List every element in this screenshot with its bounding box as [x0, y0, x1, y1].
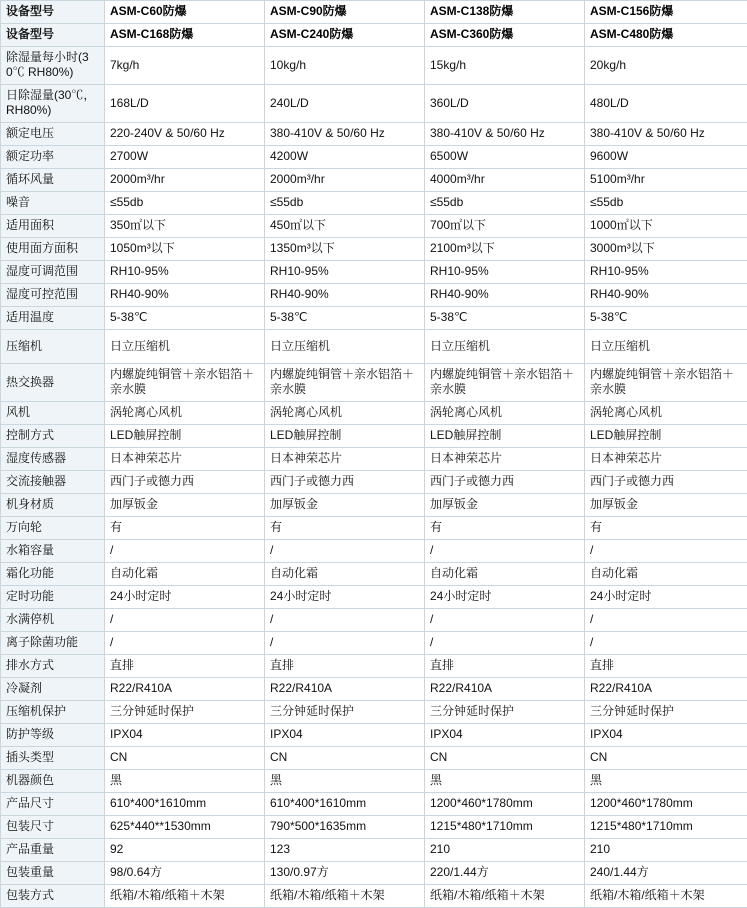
table-row: [1, 448, 747, 471]
spec-value-cell: ≤55db: [105, 192, 265, 215]
spec-value-cell: /: [425, 540, 585, 563]
spec-value-cell: 4200W: [265, 146, 425, 169]
spec-value-cell: 三分钟延时保护: [585, 701, 747, 724]
spec-value-cell: 10kg/h: [265, 47, 425, 85]
spec-value-cell: 内螺旋纯铜管＋亲水铝箔＋亲水膜: [105, 364, 265, 402]
spec-value-cell: 1215*480*1710mm: [585, 816, 747, 839]
table-row: [1, 364, 747, 402]
table-row: [1, 123, 747, 146]
table-row: [1, 307, 747, 330]
row-label: 产品重量: [1, 839, 105, 862]
row-label: 湿度可控范围: [1, 284, 105, 307]
spec-value-cell: 7kg/h: [105, 47, 265, 85]
spec-value-cell: IPX04: [105, 724, 265, 747]
model-name-cell: ASM-C240防爆: [265, 24, 425, 47]
row-label: 压缩机保护: [1, 701, 105, 724]
spec-value-cell: 西门子或德力西: [265, 471, 425, 494]
spec-value-cell: 15kg/h: [425, 47, 585, 85]
spec-value-cell: 24小时定时: [105, 586, 265, 609]
spec-value-cell: 西门子或德力西: [105, 471, 265, 494]
spec-value-cell: 1050m³以下: [105, 238, 265, 261]
spec-value-cell: 黑: [425, 770, 585, 793]
spec-value-cell: 西门子或德力西: [425, 471, 585, 494]
table-row: [1, 1, 747, 24]
row-label: 交流接触器: [1, 471, 105, 494]
spec-value-cell: 380-410V & 50/60 Hz: [425, 123, 585, 146]
spec-value-cell: /: [585, 632, 747, 655]
spec-value-cell: 自动化霜: [425, 563, 585, 586]
spec-value-cell: 1000㎡以下: [585, 215, 747, 238]
spec-value-cell: 2100m³以下: [425, 238, 585, 261]
table-row: [1, 678, 747, 701]
spec-value-cell: 98/0.64方: [105, 862, 265, 885]
spec-value-cell: 日立压缩机: [585, 330, 747, 364]
spec-value-cell: 2000m³/hr: [105, 169, 265, 192]
spec-value-cell: 纸箱/木箱/纸箱＋木架: [265, 885, 425, 908]
spec-value-cell: R22/R410A: [265, 678, 425, 701]
row-label: 适用温度: [1, 307, 105, 330]
table-row: [1, 586, 747, 609]
row-label: 日除湿量(30℃，RH80%): [1, 85, 105, 123]
spec-value-cell: 黑: [105, 770, 265, 793]
table-row: [1, 793, 747, 816]
spec-value-cell: R22/R410A: [105, 678, 265, 701]
spec-value-cell: 日立压缩机: [105, 330, 265, 364]
model-name-cell: ASM-C360防爆: [425, 24, 585, 47]
spec-value-cell: RH40-90%: [265, 284, 425, 307]
spec-value-cell: /: [265, 540, 425, 563]
spec-value-cell: 790*500*1635mm: [265, 816, 425, 839]
spec-value-cell: RH10-95%: [425, 261, 585, 284]
spec-value-cell: 涡轮离心风机: [265, 402, 425, 425]
row-label: 压缩机: [1, 330, 105, 364]
spec-value-cell: RH10-95%: [105, 261, 265, 284]
spec-value-cell: /: [105, 609, 265, 632]
spec-value-cell: 自动化霜: [105, 563, 265, 586]
model-name-cell: ASM-C60防爆: [105, 1, 265, 24]
spec-value-cell: 610*400*1610mm: [105, 793, 265, 816]
spec-value-cell: 加厚钣金: [585, 494, 747, 517]
row-label: 水箱容量: [1, 540, 105, 563]
spec-value-cell: 130/0.97方: [265, 862, 425, 885]
spec-value-cell: 24小时定时: [425, 586, 585, 609]
spec-value-cell: 加厚钣金: [425, 494, 585, 517]
spec-value-cell: 直排: [105, 655, 265, 678]
table-row: [1, 425, 747, 448]
table-row: [1, 724, 747, 747]
row-label: 万向轮: [1, 517, 105, 540]
row-label: 除湿量每小时(30℃ RH80%): [1, 47, 105, 85]
row-label: 湿度传感器: [1, 448, 105, 471]
row-label: 霜化功能: [1, 563, 105, 586]
specification-table-body: [1, 1, 747, 908]
spec-value-cell: /: [425, 609, 585, 632]
spec-value-cell: RH40-90%: [585, 284, 747, 307]
table-row: [1, 330, 747, 364]
spec-value-cell: 5100m³/hr: [585, 169, 747, 192]
row-label: 设备型号: [1, 24, 105, 47]
spec-value-cell: 涡轮离心风机: [585, 402, 747, 425]
table-row: [1, 563, 747, 586]
spec-value-cell: R22/R410A: [585, 678, 747, 701]
spec-value-cell: 123: [265, 839, 425, 862]
table-row: [1, 609, 747, 632]
spec-value-cell: 350㎡以下: [105, 215, 265, 238]
spec-value-cell: 4000m³/hr: [425, 169, 585, 192]
spec-value-cell: 直排: [425, 655, 585, 678]
row-label: 设备型号: [1, 1, 105, 24]
spec-value-cell: 直排: [585, 655, 747, 678]
row-label: 包装重量: [1, 862, 105, 885]
table-row: [1, 494, 747, 517]
spec-value-cell: 涡轮离心风机: [105, 402, 265, 425]
spec-value-cell: RH10-95%: [585, 261, 747, 284]
spec-value-cell: 6500W: [425, 146, 585, 169]
spec-value-cell: 黑: [265, 770, 425, 793]
spec-value-cell: 2700W: [105, 146, 265, 169]
row-label: 排水方式: [1, 655, 105, 678]
spec-value-cell: 20kg/h: [585, 47, 747, 85]
spec-value-cell: /: [265, 609, 425, 632]
table-row: [1, 402, 747, 425]
spec-value-cell: 700㎡以下: [425, 215, 585, 238]
spec-value-cell: LED触屏控制: [265, 425, 425, 448]
spec-value-cell: /: [105, 540, 265, 563]
table-row: [1, 540, 747, 563]
spec-value-cell: 三分钟延时保护: [105, 701, 265, 724]
spec-value-cell: 直排: [265, 655, 425, 678]
spec-value-cell: 5-38℃: [425, 307, 585, 330]
row-label: 包装尺寸: [1, 816, 105, 839]
row-label: 适用面积: [1, 215, 105, 238]
spec-value-cell: 有: [105, 517, 265, 540]
spec-value-cell: 黑: [585, 770, 747, 793]
spec-value-cell: /: [105, 632, 265, 655]
spec-value-cell: 1200*460*1780mm: [425, 793, 585, 816]
spec-value-cell: 210: [425, 839, 585, 862]
spec-value-cell: 9600W: [585, 146, 747, 169]
spec-value-cell: 220/1.44方: [425, 862, 585, 885]
spec-value-cell: 纸箱/木箱/纸箱＋木架: [105, 885, 265, 908]
spec-value-cell: 有: [265, 517, 425, 540]
spec-value-cell: 380-410V & 50/60 Hz: [585, 123, 747, 146]
spec-value-cell: 92: [105, 839, 265, 862]
spec-value-cell: /: [585, 540, 747, 563]
model-name-cell: ASM-C480防爆: [585, 24, 747, 47]
model-name-cell: ASM-C138防爆: [425, 1, 585, 24]
spec-value-cell: CN: [105, 747, 265, 770]
spec-value-cell: 480L/D: [585, 85, 747, 123]
table-row: [1, 517, 747, 540]
table-row: [1, 24, 747, 47]
table-row: [1, 85, 747, 123]
row-label: 额定功率: [1, 146, 105, 169]
spec-value-cell: 5-38℃: [265, 307, 425, 330]
spec-value-cell: 三分钟延时保护: [265, 701, 425, 724]
spec-value-cell: 450㎡以下: [265, 215, 425, 238]
spec-value-cell: 日本神荣芯片: [105, 448, 265, 471]
row-label: 产品尺寸: [1, 793, 105, 816]
row-label: 定时功能: [1, 586, 105, 609]
table-row: [1, 701, 747, 724]
spec-value-cell: CN: [425, 747, 585, 770]
spec-value-cell: 内螺旋纯铜管＋亲水铝箔＋亲水膜: [425, 364, 585, 402]
row-label: 循环风量: [1, 169, 105, 192]
spec-value-cell: 日本神荣芯片: [585, 448, 747, 471]
spec-value-cell: IPX04: [265, 724, 425, 747]
spec-value-cell: ≤55db: [265, 192, 425, 215]
row-label: 水满停机: [1, 609, 105, 632]
spec-value-cell: 625*440**1530mm: [105, 816, 265, 839]
spec-value-cell: 西门子或德力西: [585, 471, 747, 494]
row-label: 冷凝剂: [1, 678, 105, 701]
spec-value-cell: 有: [425, 517, 585, 540]
table-row: [1, 169, 747, 192]
spec-value-cell: 三分钟延时保护: [425, 701, 585, 724]
table-row: [1, 747, 747, 770]
table-row: [1, 839, 747, 862]
row-label: 机器颜色: [1, 770, 105, 793]
spec-value-cell: 360L/D: [425, 85, 585, 123]
spec-value-cell: /: [425, 632, 585, 655]
spec-value-cell: 5-38℃: [105, 307, 265, 330]
row-label: 使用面方面积: [1, 238, 105, 261]
spec-value-cell: /: [265, 632, 425, 655]
table-row: [1, 862, 747, 885]
table-row: [1, 885, 747, 908]
spec-value-cell: 380-410V & 50/60 Hz: [265, 123, 425, 146]
spec-value-cell: LED触屏控制: [105, 425, 265, 448]
spec-value-cell: 2000m³/hr: [265, 169, 425, 192]
model-name-cell: ASM-C156防爆: [585, 1, 747, 24]
spec-value-cell: IPX04: [585, 724, 747, 747]
spec-value-cell: 内螺旋纯铜管＋亲水铝箔＋亲水膜: [585, 364, 747, 402]
spec-value-cell: RH40-90%: [105, 284, 265, 307]
spec-value-cell: 1350m³以下: [265, 238, 425, 261]
spec-value-cell: 240L/D: [265, 85, 425, 123]
spec-value-cell: 220-240V & 50/60 Hz: [105, 123, 265, 146]
spec-value-cell: 1215*480*1710mm: [425, 816, 585, 839]
spec-value-cell: 纸箱/木箱/纸箱＋木架: [425, 885, 585, 908]
spec-value-cell: 3000m³以下: [585, 238, 747, 261]
spec-value-cell: 自动化霜: [585, 563, 747, 586]
row-label: 控制方式: [1, 425, 105, 448]
table-row: [1, 215, 747, 238]
row-label: 湿度可调范围: [1, 261, 105, 284]
spec-value-cell: 日本神荣芯片: [265, 448, 425, 471]
spec-value-cell: R22/R410A: [425, 678, 585, 701]
spec-value-cell: 有: [585, 517, 747, 540]
row-label: 离子除菌功能: [1, 632, 105, 655]
table-row: [1, 471, 747, 494]
spec-value-cell: 610*400*1610mm: [265, 793, 425, 816]
table-row: [1, 655, 747, 678]
spec-value-cell: LED触屏控制: [425, 425, 585, 448]
spec-value-cell: RH10-95%: [265, 261, 425, 284]
spec-value-cell: 日立压缩机: [425, 330, 585, 364]
table-row: [1, 770, 747, 793]
spec-value-cell: 加厚钣金: [105, 494, 265, 517]
table-row: [1, 47, 747, 85]
row-label: 防护等级: [1, 724, 105, 747]
spec-value-cell: ≤55db: [585, 192, 747, 215]
spec-value-cell: LED触屏控制: [585, 425, 747, 448]
row-label: 噪音: [1, 192, 105, 215]
spec-value-cell: IPX04: [425, 724, 585, 747]
spec-value-cell: 1200*460*1780mm: [585, 793, 747, 816]
row-label: 热交换器: [1, 364, 105, 402]
spec-value-cell: 涡轮离心风机: [425, 402, 585, 425]
row-label: 包装方式: [1, 885, 105, 908]
table-row: [1, 632, 747, 655]
spec-value-cell: 自动化霜: [265, 563, 425, 586]
table-row: [1, 284, 747, 307]
table-row: [1, 146, 747, 169]
spec-value-cell: 168L/D: [105, 85, 265, 123]
model-name-cell: ASM-C90防爆: [265, 1, 425, 24]
spec-value-cell: 240/1.44方: [585, 862, 747, 885]
row-label: 插头类型: [1, 747, 105, 770]
spec-value-cell: 日本神荣芯片: [425, 448, 585, 471]
spec-value-cell: 日立压缩机: [265, 330, 425, 364]
spec-value-cell: 纸箱/木箱/纸箱＋木架: [585, 885, 747, 908]
row-label: 机身材质: [1, 494, 105, 517]
table-row: [1, 192, 747, 215]
spec-value-cell: 加厚钣金: [265, 494, 425, 517]
table-row: [1, 816, 747, 839]
row-label: 风机: [1, 402, 105, 425]
table-row: [1, 238, 747, 261]
spec-value-cell: 5-38℃: [585, 307, 747, 330]
spec-value-cell: RH40-90%: [425, 284, 585, 307]
spec-value-cell: /: [585, 609, 747, 632]
spec-value-cell: CN: [585, 747, 747, 770]
spec-value-cell: CN: [265, 747, 425, 770]
spec-value-cell: 内螺旋纯铜管＋亲水铝箔＋亲水膜: [265, 364, 425, 402]
spec-value-cell: 24小时定时: [585, 586, 747, 609]
table-row: [1, 261, 747, 284]
row-label: 额定电压: [1, 123, 105, 146]
model-name-cell: ASM-C168防爆: [105, 24, 265, 47]
spec-value-cell: 210: [585, 839, 747, 862]
spec-value-cell: ≤55db: [425, 192, 585, 215]
spec-value-cell: 24小时定时: [265, 586, 425, 609]
